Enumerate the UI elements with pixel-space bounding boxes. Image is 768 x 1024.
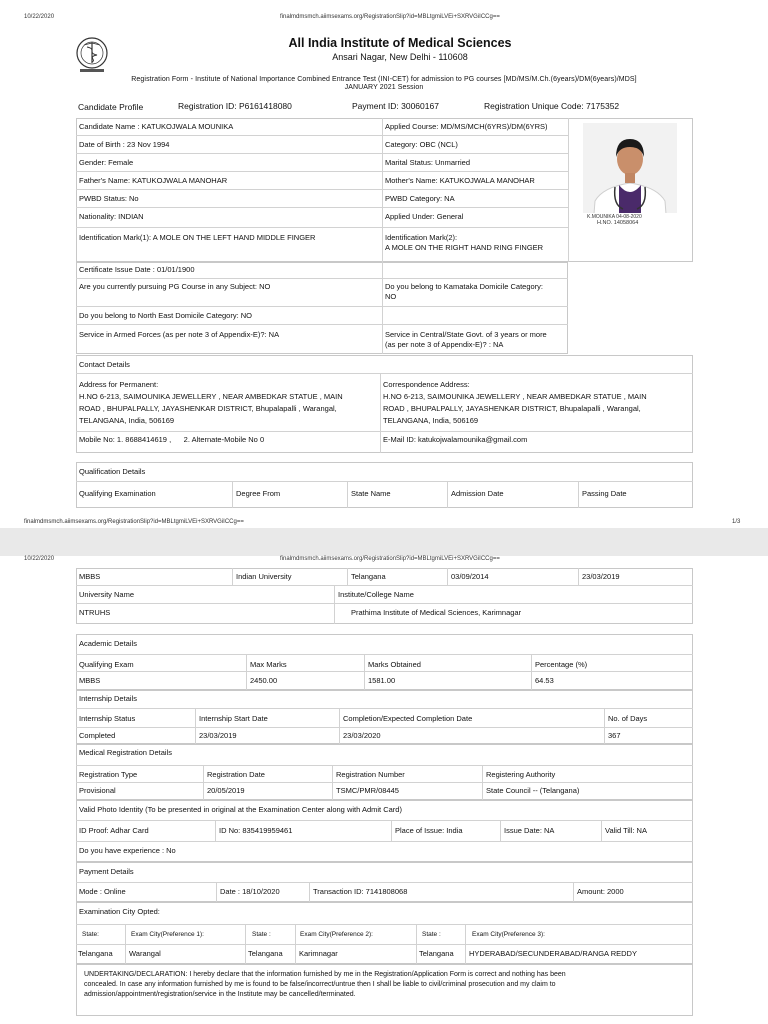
page2-header-date: 10/22/2020 — [24, 556, 55, 562]
applied-under: Applied Under: General — [385, 212, 464, 221]
page-separator — [0, 528, 768, 556]
institute-college-name: Prathima Institute of Medical Sciences, Karimnagar — [351, 608, 522, 617]
identification-mark-2-label: Identification Mark(2): — [385, 233, 458, 242]
exam-city-heading: Examination City Opted: — [79, 907, 160, 916]
pwbd-status: PWBD Status: No — [79, 194, 139, 203]
north-east-question: Do you belong to North East Domicile Category: NO — [79, 311, 252, 320]
category: Category: OBC (NCL) — [385, 140, 458, 149]
photo-caption-2: H.NO. 14058064 — [597, 220, 639, 226]
payment-amount: Amount: 2000 — [577, 887, 624, 896]
father-name: Father's Name: KATUKOJWALA MANOHAR — [79, 176, 228, 185]
marital-status: Marital Status: Unmarried — [385, 158, 471, 167]
city-header-state-3: State : — [422, 931, 441, 938]
qual-row-admission: 03/09/2014 — [451, 572, 489, 581]
qual-header-passing: Passing Date — [582, 489, 627, 498]
applied-course: Applied Course: MD/MS/MCH(6YRS)/DM(6YRS) — [385, 122, 548, 131]
intern-header-days: No. of Days — [608, 714, 648, 723]
email-id: E-Mail ID: katukojwalamounika@gmail.com — [383, 435, 528, 444]
qual-header-state: State Name — [351, 489, 391, 498]
correspondence-address-label: Correspondence Address: — [383, 380, 470, 389]
city-header-state-1: State: — [82, 931, 99, 938]
qual-header-degree: Degree From — [236, 489, 281, 498]
city-header-state-2: State : — [252, 931, 271, 938]
karnataka-answer: NO — [385, 292, 397, 301]
pg-course-question: Are you currently pursuing PG Course in any Subject: NO — [79, 282, 271, 291]
footer-url: finalmdmsmch.aiimsexams.org/RegistrationSlip?id=MBLtgmiLVEi+SXRVGiICCg== — [24, 519, 244, 525]
academic-details-heading: Academic Details — [79, 639, 137, 648]
acad-header-marks-obtained: Marks Obtained — [368, 660, 421, 669]
city-header-pref-3: Exam City(Preference 3): — [472, 931, 545, 938]
candidate-profile-label: Candidate Profile — [78, 102, 144, 112]
armed-forces-question: Service in Armed Forces (as per note 3 of Appendix-E)?: NA — [79, 330, 280, 339]
candidate-name: Candidate Name : KATUKOJWALA MOUNIKA — [79, 122, 234, 131]
city-row-state-3: Telangana — [419, 949, 454, 958]
mother-name: Mother's Name: KATUKOJWALA MANOHAR — [385, 176, 535, 185]
intern-header-status: Internship Status — [79, 714, 136, 723]
institute-name-label: Institute/College Name — [338, 590, 414, 599]
city-row-state-2: Telangana — [248, 949, 283, 958]
certificate-issue-date: Certificate Issue Date : 01/01/1900 — [79, 265, 195, 274]
acad-header-max-marks: Max Marks — [250, 660, 287, 669]
header-url: finalmdmsmch.aiimsexams.org/RegistrationSlip?id=MBLtgmiLVEi+SXRVGiICCg== — [280, 14, 500, 20]
city-row-state-1: Telangana — [78, 949, 113, 958]
place-of-issue: Place of Issue: India — [395, 826, 463, 835]
internship-details-heading: Internship Details — [79, 694, 137, 703]
city-row-pref-1: Warangal — [129, 949, 161, 958]
city-header-pref-2: Exam City(Preference 2): — [300, 931, 373, 938]
permanent-address-line-1: H.NO 6-213, SAIMOUNIKA JEWELLERY , NEAR AMBEDKAR STATUE , MAIN — [79, 392, 343, 401]
city-header-pref-1: Exam City(Preference 1): — [131, 931, 204, 938]
contact-details-heading: Contact Details — [79, 360, 130, 369]
acad-row-marks-obtained: 1581.00 — [368, 676, 396, 685]
payment-details-heading: Payment Details — [79, 867, 134, 876]
central-govt-answer: (as per note 3 of Appendix-E)? : NA — [385, 340, 504, 349]
form-session: JANUARY 2021 Session — [344, 84, 424, 91]
valid-till: Valid Till: NA — [605, 826, 647, 835]
qualification-details-heading: Qualification Details — [79, 467, 146, 476]
unique-code: Registration Unique Code: 7175352 — [484, 101, 620, 111]
permanent-address-label: Address for Permanent: — [79, 380, 159, 389]
acad-row-percentage: 64.53 — [535, 676, 554, 685]
city-row-pref-2: Karimnagar — [299, 949, 338, 958]
identification-mark-1: Identification Mark(1): A MOLE ON THE LEFT HAND MIDDLE FINGER — [79, 233, 316, 242]
acad-row-exam: MBBS — [79, 676, 101, 685]
med-row-number: TSMC/PMR/08445 — [336, 786, 399, 795]
med-header-date: Registration Date — [207, 770, 265, 779]
intern-row-status: Completed — [79, 731, 116, 740]
intern-header-start: Internship Start Date — [199, 714, 268, 723]
central-govt-question: Service in Central/State Govt. of 3 years or more — [385, 330, 547, 339]
id-proof: ID Proof: Adhar Card — [79, 826, 149, 835]
correspondence-address-line-3: TELANGANA, India, 506169 — [383, 416, 479, 425]
form-title: Registration Form - Institute of National Importance Combined Entrance Test (INI-CET) for admission to PG courses [MD/MS/M.Ch.(6years)/DM(6years)/MDS] — [131, 76, 637, 83]
qual-row-exam: MBBS — [79, 572, 101, 581]
transaction-id: Transaction ID: 7141808068 — [313, 887, 408, 896]
identification-mark-2: A MOLE ON THE RIGHT HAND RING FINGER — [385, 243, 544, 252]
payment-id: Payment ID: 30060167 — [352, 101, 439, 111]
acad-header-exam: Qualifying Exam — [79, 660, 134, 669]
header-date: 10/22/2020 — [24, 14, 55, 20]
qual-header-exam: Qualifying Examination — [79, 489, 156, 498]
med-row-type: Provisional — [79, 786, 116, 795]
med-header-authority: Registering Authority — [486, 770, 556, 779]
qual-row-degree: Indian University — [236, 572, 292, 581]
med-header-type: Registration Type — [79, 770, 138, 779]
intern-row-days: 367 — [608, 731, 621, 740]
intern-row-completion: 23/03/2020 — [343, 731, 381, 740]
payment-mode: Mode : Online — [79, 887, 126, 896]
med-row-date: 20/05/2019 — [207, 786, 245, 795]
registration-id: Registration ID: P6161418080 — [178, 101, 292, 111]
undertaking-line-1: UNDERTAKING/DECLARATION: I hereby declare that the information furnished by me in the Registration/Application Form is correct and nothing has been — [84, 971, 566, 978]
institute-name: All India Institute of Medical Sciences — [288, 36, 512, 50]
university-name-label: University Name — [79, 590, 135, 599]
aiims-logo — [70, 36, 114, 74]
gender: Gender: Female — [79, 158, 134, 167]
issue-date: Issue Date: NA — [504, 826, 555, 835]
mobile-numbers: Mobile No: 1. 8688414619 , 2. Alternate-Mobile No 0 — [79, 435, 265, 444]
institute-address: Ansari Nagar, New Delhi - 110608 — [332, 52, 468, 62]
page2-header-url: finalmdmsmch.aiimsexams.org/RegistrationSlip?id=MBLtgmiLVEi+SXRVGiICCg== — [280, 556, 500, 562]
qual-header-admission: Admission Date — [451, 489, 504, 498]
med-header-number: Registration Number — [336, 770, 405, 779]
university-name: NTRUHS — [79, 608, 111, 617]
qual-row-passing: 23/03/2019 — [582, 572, 620, 581]
candidate-photo — [583, 123, 677, 227]
undertaking-line-3: admission/appointment/registration/service in the Institute may be cancelled/terminated. — [84, 991, 356, 998]
photo-caption-1: K.MOUNIKA 04-08-2020 — [587, 214, 642, 220]
qual-row-state: Telangana — [351, 572, 386, 581]
pwbd-category: PWBD Category: NA — [385, 194, 455, 203]
footer-page-number: 1/3 — [732, 519, 741, 525]
photo-identity-note: Valid Photo Identity (To be presented in original at the Examination Center along with Admit Card) — [79, 805, 402, 814]
acad-row-max-marks: 2450.00 — [250, 676, 278, 685]
intern-header-completion: Completion/Expected Completion Date — [343, 714, 473, 723]
undertaking-line-2: concealed. In case any information furnished by me is found to be false/incorrect/untrue then I shall be liable to civil/criminal prosecution and my claim to — [84, 981, 556, 988]
city-row-pref-3: HYDERABAD/SECUNDERABAD/RANGA REDDY — [469, 949, 637, 958]
med-row-authority: State Council -- (Telangana) — [486, 786, 580, 795]
correspondence-address-line-2: ROAD , BHUPALPALLY, JAYASHENKAR DISTRICT, Bhupalapalli , Warangal, — [383, 404, 641, 413]
permanent-address-line-2: ROAD , BHUPALPALLY, JAYASHENKAR DISTRICT, Bhupalapalli , Warangal, — [79, 404, 337, 413]
payment-date: Date : 18/10/2020 — [220, 887, 280, 896]
date-of-birth: Date of Birth : 23 Nov 1994 — [79, 140, 170, 149]
karnataka-question: Do you belong to Kamataka Domicile Category: — [385, 282, 543, 291]
correspondence-address-line-1: H.NO 6-213, SAIMOUNIKA JEWELLERY , NEAR AMBEDKAR STATUE , MAIN — [383, 392, 647, 401]
experience: Do you have experience : No — [79, 846, 176, 855]
intern-row-start: 23/03/2019 — [199, 731, 237, 740]
nationality: Nationality: INDIAN — [79, 212, 144, 221]
permanent-address-line-3: TELANGANA, India, 506169 — [79, 416, 175, 425]
acad-header-percentage: Percentage (%) — [535, 660, 588, 669]
id-number: ID No: 835419959461 — [219, 826, 293, 835]
medical-registration-heading: Medical Registration Details — [79, 748, 172, 757]
